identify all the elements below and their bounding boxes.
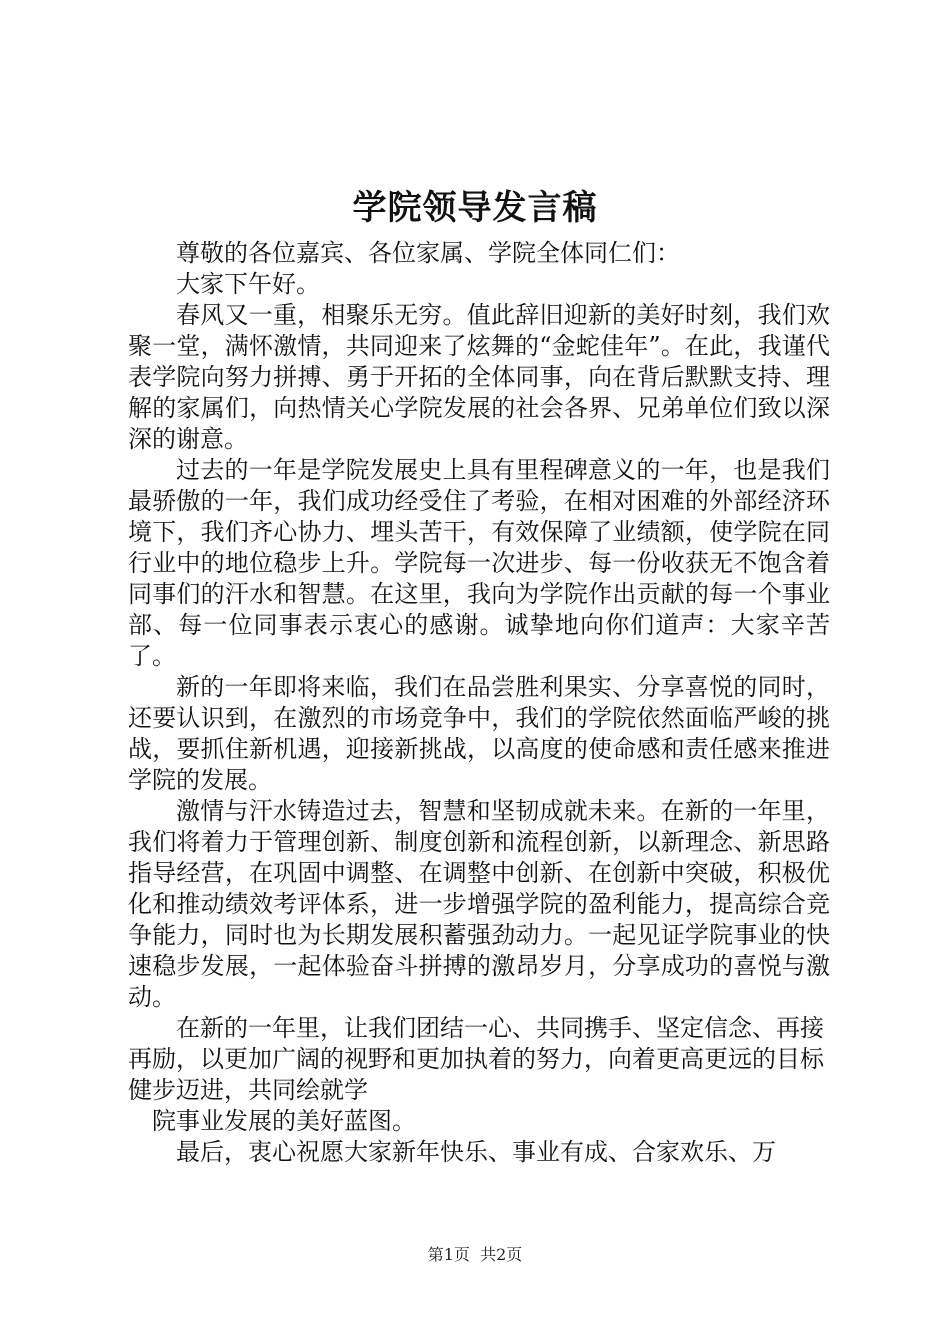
paragraph-greeting: 大家下午好。 <box>176 270 320 298</box>
paragraph-1: 春风又一重，相聚乐无穷。值此辞旧迎新的美好时刻，我们欢聚一堂，满怀激情，共同迎来了炫舞的“金蛇佳年”。在此，我谨代表学院向努力拼搏、勇于开拓的全体同事，向在背后默默支持、理解的家属们，向热情关心学院发展的社会各界、兄弟单位们致以深深的谢意。 <box>128 301 830 453</box>
paragraph-3: 新的一年即将来临，我们在品尝胜利果实、分享喜悦的同时，还要认识到，在激烈的市场竞争中，我们的学院依然面临严峻的挑战，要抓住新机遇，迎接新挑战，以高度的使命感和责任感来推进学院的发展。 <box>128 673 830 794</box>
paragraph-2: 过去的一年是学院发展史上具有里程碑意义的一年，也是我们最骄傲的一年，我们成功经受住了考验，在相对困难的外部经济环境下，我们齐心协力、埋头苦干，有效保障了业绩额，使学院在同行业中的地位稳步上升。学院每一次进步、每一份收获无不饱含着同事们的汗水和智慧。在这里，我向为学院作出贡献的每一个事业部、每一位同事表示衷心的感谢。诚挚地向你们道声：大家辛苦了。 <box>128 456 830 670</box>
paragraph-closing: 最后，衷心祝愿大家新年快乐、事业有成、合家欢乐、万 <box>176 1138 776 1166</box>
paragraph-5-continued: 院事业发展的美好蓝图。 <box>152 1107 416 1135</box>
paragraph-4: 激情与汗水铸造过去，智慧和坚韧成就未来。在新的一年里，我们将着力于管理创新、制度创新和流程创新，以新理念、新思路指导经营，在巩固中调整、在调整中创新、在创新中突破，积极优化和推动绩效考评体系，进一步增强学院的盈利能力，提高综合竞争能力，同时也为长期发展积蓄强劲动力。一起见证学院事业的快速稳步发展，一起体验奋斗拼搏的激昂岁月，分享成功的喜悦与激动。 <box>128 797 830 1011</box>
page-number-label: 第1页 共2页 <box>427 1245 523 1264</box>
page-footer <box>0 1244 950 1266</box>
paragraph-5: 在新的一年里，让我们团结一心、共同携手、坚定信念、再接再励，以更加广阔的视野和更加执着的努力，向着更高更远的目标健步迈进，共同绘就学 <box>128 1014 824 1104</box>
document-title: 学院领导发言稿 <box>352 188 598 228</box>
paragraph-salutation: 尊敬的各位嘉宾、各位家属、学院全体同仁们： <box>176 239 680 267</box>
document-body <box>128 238 830 1168</box>
